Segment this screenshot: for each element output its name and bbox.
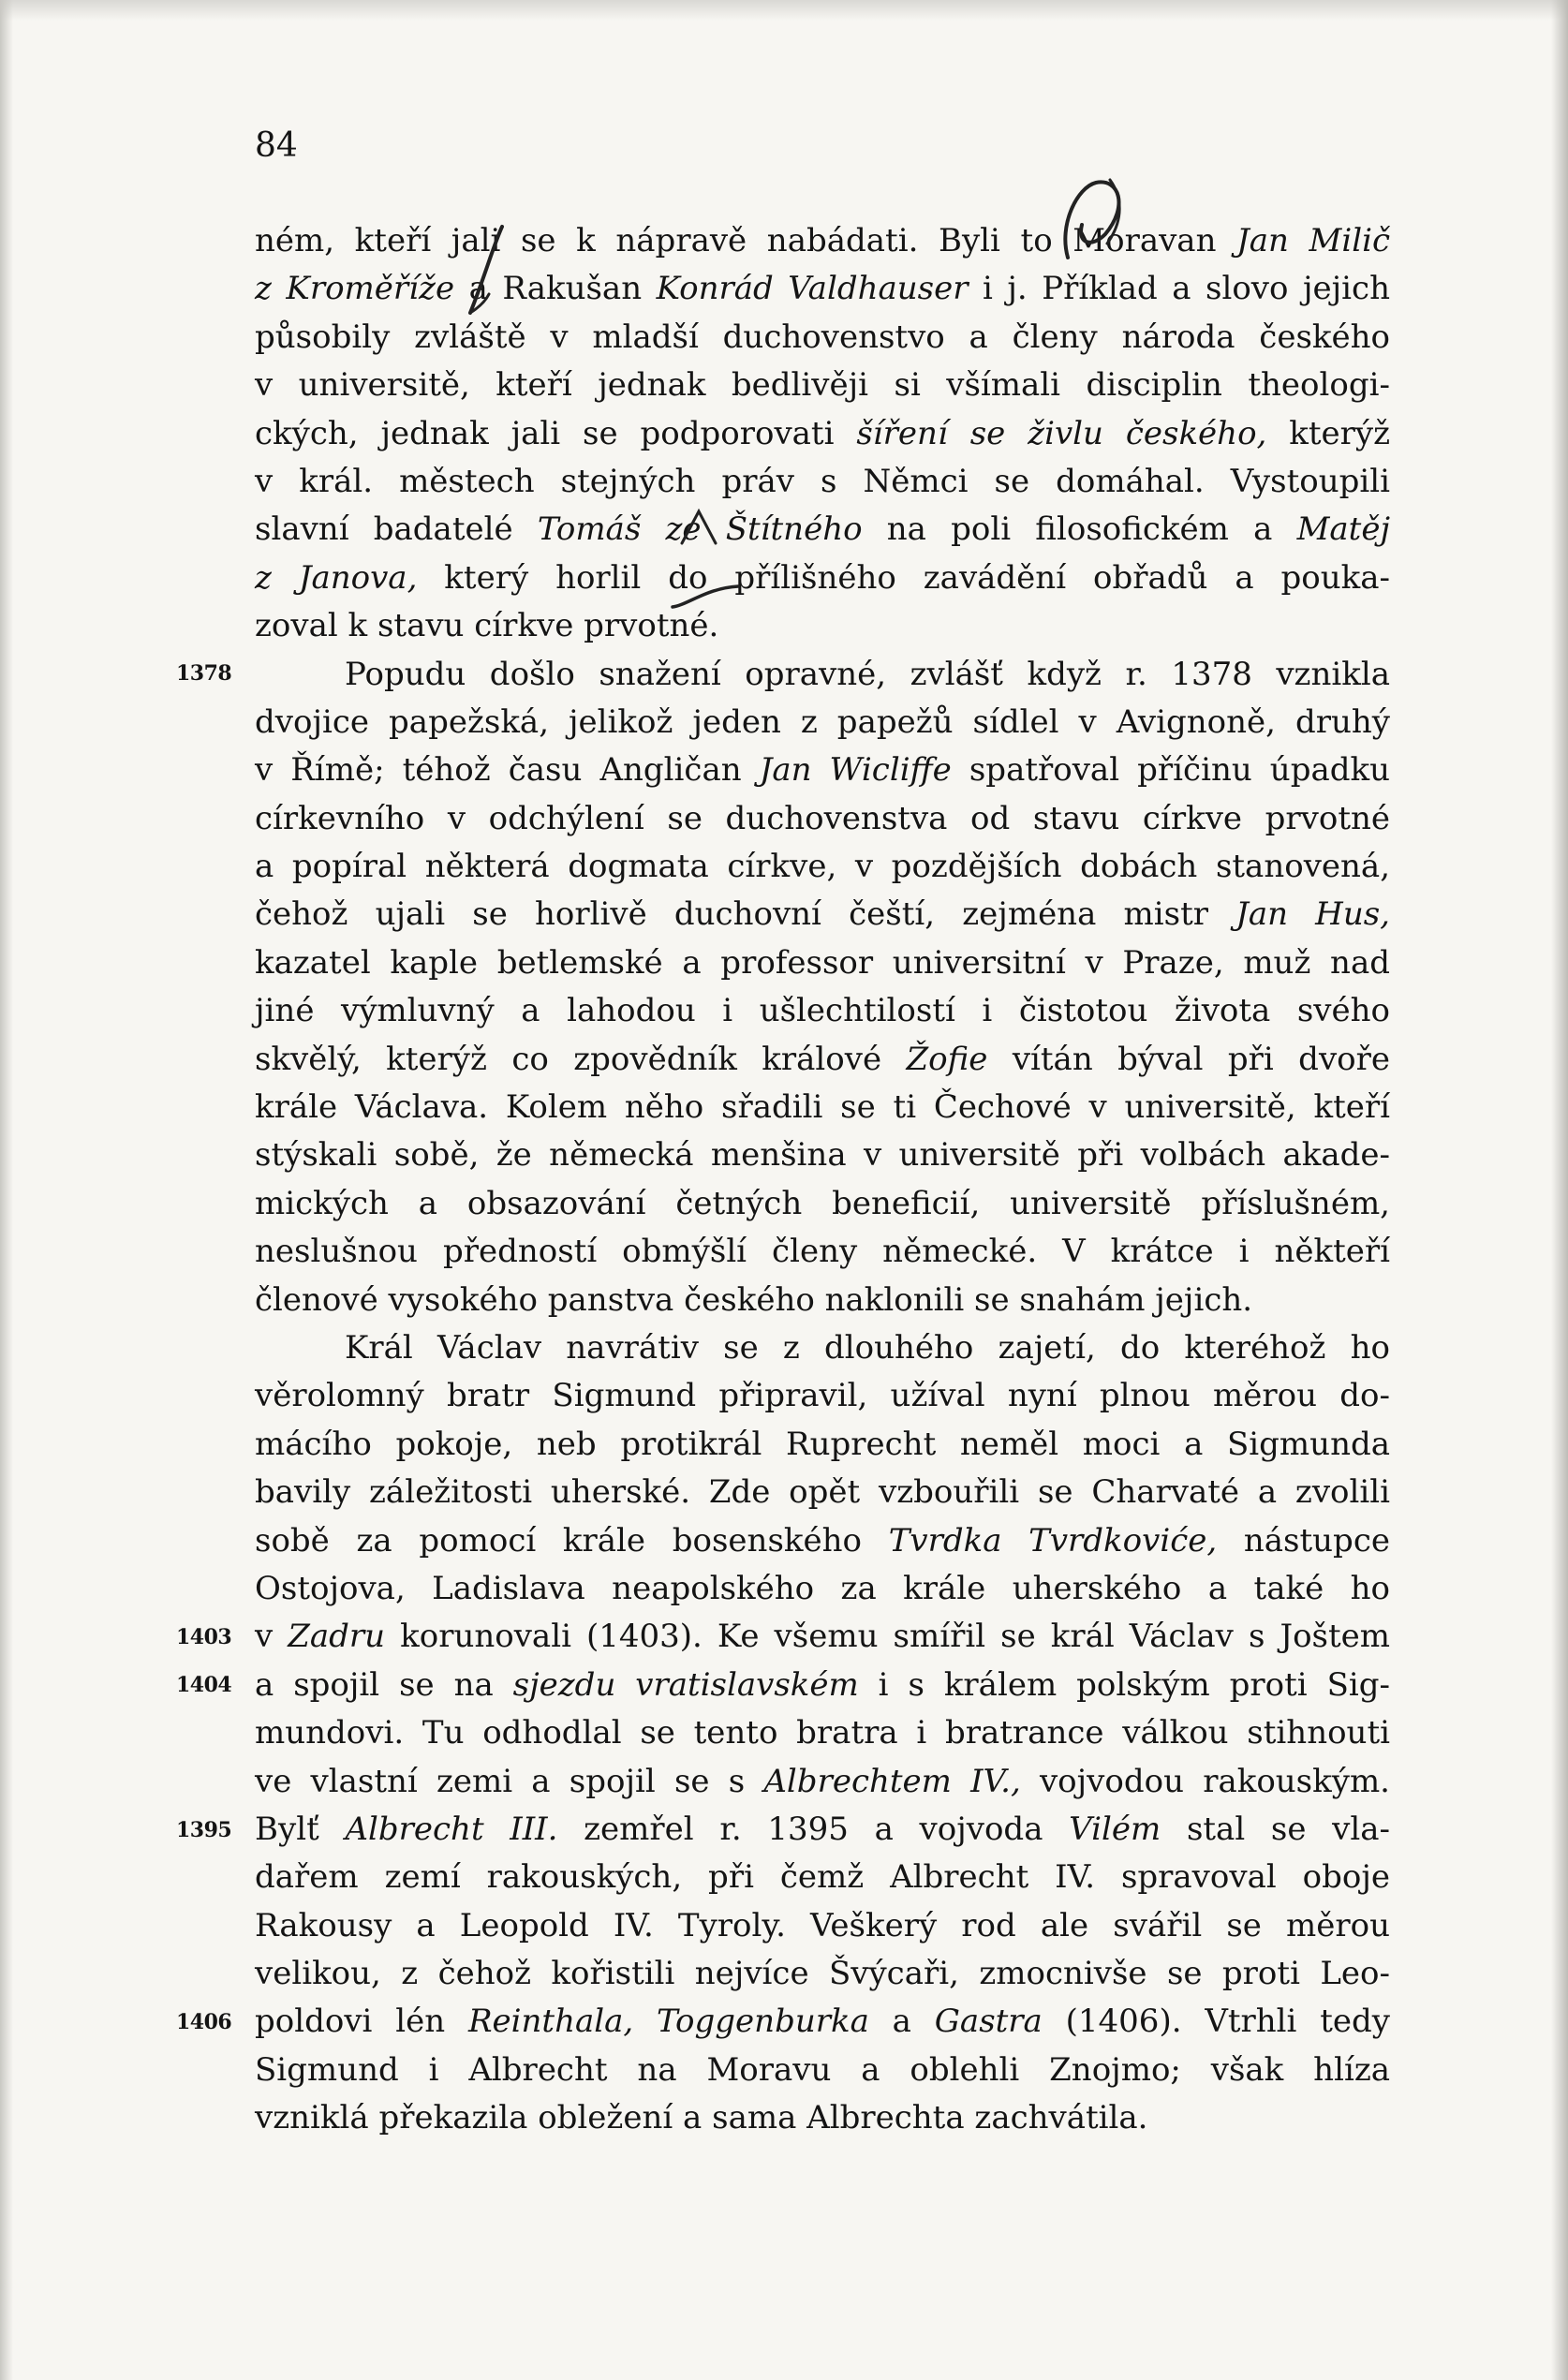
text-line <box>255 506 1390 554</box>
text-line <box>255 1036 1390 1084</box>
text-run: na poli filosofickém a <box>862 510 1297 549</box>
italic-phrase: Tomáš ze Štítného <box>537 510 863 549</box>
text-line <box>255 795 1390 843</box>
text-run: krále Václava. Kolem něho sřadili se ti Čechové v universitě, kteří <box>255 1088 1390 1127</box>
italic-phrase: z Janova, <box>255 558 418 597</box>
text-run: který horlil do přílišného zavádění obřadů a pouka- <box>417 558 1390 597</box>
text-line <box>255 1662 1390 1709</box>
text-run: v universitě, kteří jednak bedlivěji si všímali disciplin theologi- <box>255 366 1390 405</box>
italic-phrase: Gastra <box>934 2003 1043 2041</box>
body-text <box>255 217 1390 2143</box>
margin-year-1395: 1395 <box>176 1818 232 1842</box>
text-run: Sigmund i Albrecht na Moravu a oblehli Znojmo; však hlíza <box>255 2050 1390 2089</box>
text-run: Král Václav navrátiv se z dlouhého zajetí, do kteréhož ho <box>345 1328 1390 1367</box>
text-line <box>255 747 1390 794</box>
text-line <box>255 314 1390 362</box>
margin-year-1378: 1378 <box>176 661 232 686</box>
text-run: Rakousy a Leopold IV. Tyroly. Veškerý rod ale svářil se měrou <box>255 1906 1390 1944</box>
italic-phrase: šíření se živlu českého, <box>856 414 1267 452</box>
text-run: vojvodou rakouským. <box>1020 1762 1390 1800</box>
text-line <box>255 1228 1390 1276</box>
text-line <box>255 265 1390 313</box>
italic-phrase: Zadru <box>288 1618 386 1656</box>
italic-phrase: Jan Hus, <box>1235 895 1390 934</box>
text-run: stýskali sobě, že německá menšina v universitě při volbách akade- <box>255 1136 1390 1175</box>
text-run: čehož ujali se horlivě duchovní čeští, zejména mistr <box>255 895 1236 934</box>
italic-phrase: Albrechtem IV., <box>763 1762 1021 1800</box>
text-line <box>255 699 1390 747</box>
text-line <box>255 891 1390 939</box>
text-run: a <box>868 2003 935 2041</box>
text-line <box>255 458 1390 506</box>
text-run: působily zvláště v mladší duchovenstvo a členy národa českého <box>255 318 1390 356</box>
text-run: Ostojova, Ladislava neapolského za krále uherského a také ho <box>255 1569 1390 1607</box>
text-line <box>255 1854 1390 1901</box>
page-number: 84 <box>255 126 298 165</box>
text-line <box>255 1613 1390 1661</box>
text-run: bavily záležitosti uherské. Zde opět vzbouřili se Charvaté a zvolili <box>255 1473 1390 1512</box>
italic-phrase: Jan Wicliffe <box>759 751 952 790</box>
text-run: sobě za pomocí krále bosenského <box>255 1521 889 1560</box>
italic-phrase: Tvrdka Tvrdkoviće, <box>888 1521 1218 1560</box>
text-line <box>255 1517 1390 1565</box>
text-run: jiné výmluvný a lahodou i ušlechtilostí i čistotou života svého <box>255 992 1390 1030</box>
text-run: vítán býval při dvoře <box>987 1040 1390 1078</box>
text-run: církevního v odchýlení se duchovenstva od stavu církve prvotné <box>255 799 1390 837</box>
text-run: mundovi. Tu odhodlal se tento bratra i bratrance válkou stihnouti <box>255 1714 1390 1752</box>
italic-phrase: Matěj <box>1296 510 1390 549</box>
margin-year-1403: 1403 <box>176 1625 232 1649</box>
text-run: a popíral některá dogmata církve, v pozdějších dobách stanovená, <box>255 848 1390 886</box>
text-run: i s králem polským proti Sig- <box>858 1665 1390 1704</box>
text-run: mických a obsazování četných beneficií, universitě příslušném, <box>255 1184 1390 1222</box>
text-run: ném, kteří jali se k nápravě nabádati. Byli to Moravan <box>255 222 1237 259</box>
text-run: (1406). Vtrhli tedy <box>1042 2003 1390 2041</box>
scan-edge-top <box>0 0 1568 21</box>
scan-edge-right <box>1551 0 1568 2380</box>
text-run: a Rakušan <box>454 270 657 308</box>
italic-phrase: sjezdu vratislavském <box>512 1665 859 1704</box>
text-run: a spojil se na <box>255 1665 513 1704</box>
text-run: neslušnou předností obmýšlí členy německé. V krátce i někteří <box>255 1233 1390 1271</box>
text-line <box>255 1324 1390 1372</box>
pencil-mark-jali <box>457 219 513 322</box>
margin-year-1404: 1404 <box>176 1673 232 1697</box>
text-run: věrolomný bratr Sigmund připravil, užíval nyní plnou měrou do- <box>255 1377 1390 1415</box>
text-line <box>255 1806 1390 1854</box>
italic-phrase: Vilém <box>1069 1810 1161 1848</box>
text-line <box>255 1131 1390 1179</box>
text-run: v <box>255 1618 288 1656</box>
italic-phrase: Jan Milič <box>1236 222 1391 259</box>
text-run: nástupce <box>1217 1521 1390 1560</box>
text-run: dařem zemí rakouských, při čemž Albrecht IV. spravoval oboje <box>255 1858 1390 1897</box>
text-line <box>255 217 1390 265</box>
text-run: dvojice papežská, jelikož jeden z papežů sídlel v Avignoně, druhý <box>255 702 1390 741</box>
text-run: spatřoval příčinu úpadku <box>951 751 1391 790</box>
text-run: členové vysokého panstva českého naklonili se snahám jejich. <box>255 1280 1253 1319</box>
text-line <box>255 362 1390 409</box>
italic-phrase: Žofie <box>906 1040 988 1078</box>
text-line <box>255 554 1390 602</box>
text-line <box>255 939 1390 987</box>
text-run: zoval k stavu církve prvotné. <box>255 607 719 645</box>
text-line <box>255 1709 1390 1757</box>
text-run: korunovali (1403). Ke všemu smířil se král Václav s Joštem <box>385 1618 1391 1656</box>
text-run: zemřel r. 1395 a vojvoda <box>557 1810 1070 1848</box>
text-run: vzniklá překazila obležení a sama Albrechta zachvátila. <box>255 2099 1148 2137</box>
text-run: ckých, jednak jali se podporovati <box>255 414 857 452</box>
text-run: kterýž <box>1266 414 1390 452</box>
pencil-mark-top <box>1040 169 1152 281</box>
text-line <box>255 602 1390 650</box>
text-run: kazatel kaple betlemské a professor universitní v Praze, muž nad <box>255 943 1390 982</box>
text-run: Popudu došlo snažení opravné, zvlášť když r. 1378 vznikla <box>345 655 1390 693</box>
text-line <box>255 1180 1390 1228</box>
text-line <box>255 987 1390 1035</box>
text-run: stal se vla- <box>1161 1810 1391 1848</box>
text-run: poldovi lén <box>255 2003 468 2041</box>
text-line <box>255 651 1390 699</box>
text-run: skvělý, kterýž co zpovědník králové <box>255 1040 907 1078</box>
text-line <box>255 1277 1390 1324</box>
text-line <box>255 1565 1390 1613</box>
text-run: velikou, z čehož kořistili nejvíce Švýcaři, zmocnivše se proti Leo- <box>255 1955 1390 1993</box>
text-line <box>255 1372 1390 1420</box>
pencil-mark-strike <box>669 579 744 616</box>
text-line <box>255 1998 1390 2046</box>
text-run: v Římě; téhož času Angličan <box>255 751 760 790</box>
scan-edge-left <box>0 0 13 2380</box>
text-line <box>255 2094 1390 2142</box>
text-line <box>255 1758 1390 1806</box>
pencil-mark-caret <box>674 506 731 548</box>
text-run: v král. městech stejných práv s Němci se domáhal. Vystoupili <box>255 462 1390 500</box>
text-line <box>255 1902 1390 1950</box>
text-line <box>255 410 1390 458</box>
italic-phrase: z Kroměříže <box>255 270 455 308</box>
text-run: slavní badatelé <box>255 510 538 549</box>
text-line <box>255 1950 1390 1998</box>
text-run: mácího pokoje, neb protikrál Ruprecht neměl moci a Sigmunda <box>255 1425 1390 1463</box>
italic-phrase: Albrecht III. <box>345 1810 558 1848</box>
text-line <box>255 843 1390 891</box>
text-line <box>255 1469 1390 1516</box>
text-line <box>255 2047 1390 2094</box>
margin-year-1406: 1406 <box>176 2010 232 2034</box>
text-run: i j. Příklad a slovo jejich <box>968 270 1390 308</box>
text-line <box>255 1084 1390 1131</box>
italic-phrase: Konrád Valdhauser <box>656 270 969 308</box>
text-run: ve vlastní zemi a spojil se s <box>255 1762 764 1800</box>
italic-phrase: Reinthala, Toggenburka <box>467 2003 869 2041</box>
text-run: Bylť <box>255 1810 346 1848</box>
text-line <box>255 1421 1390 1469</box>
